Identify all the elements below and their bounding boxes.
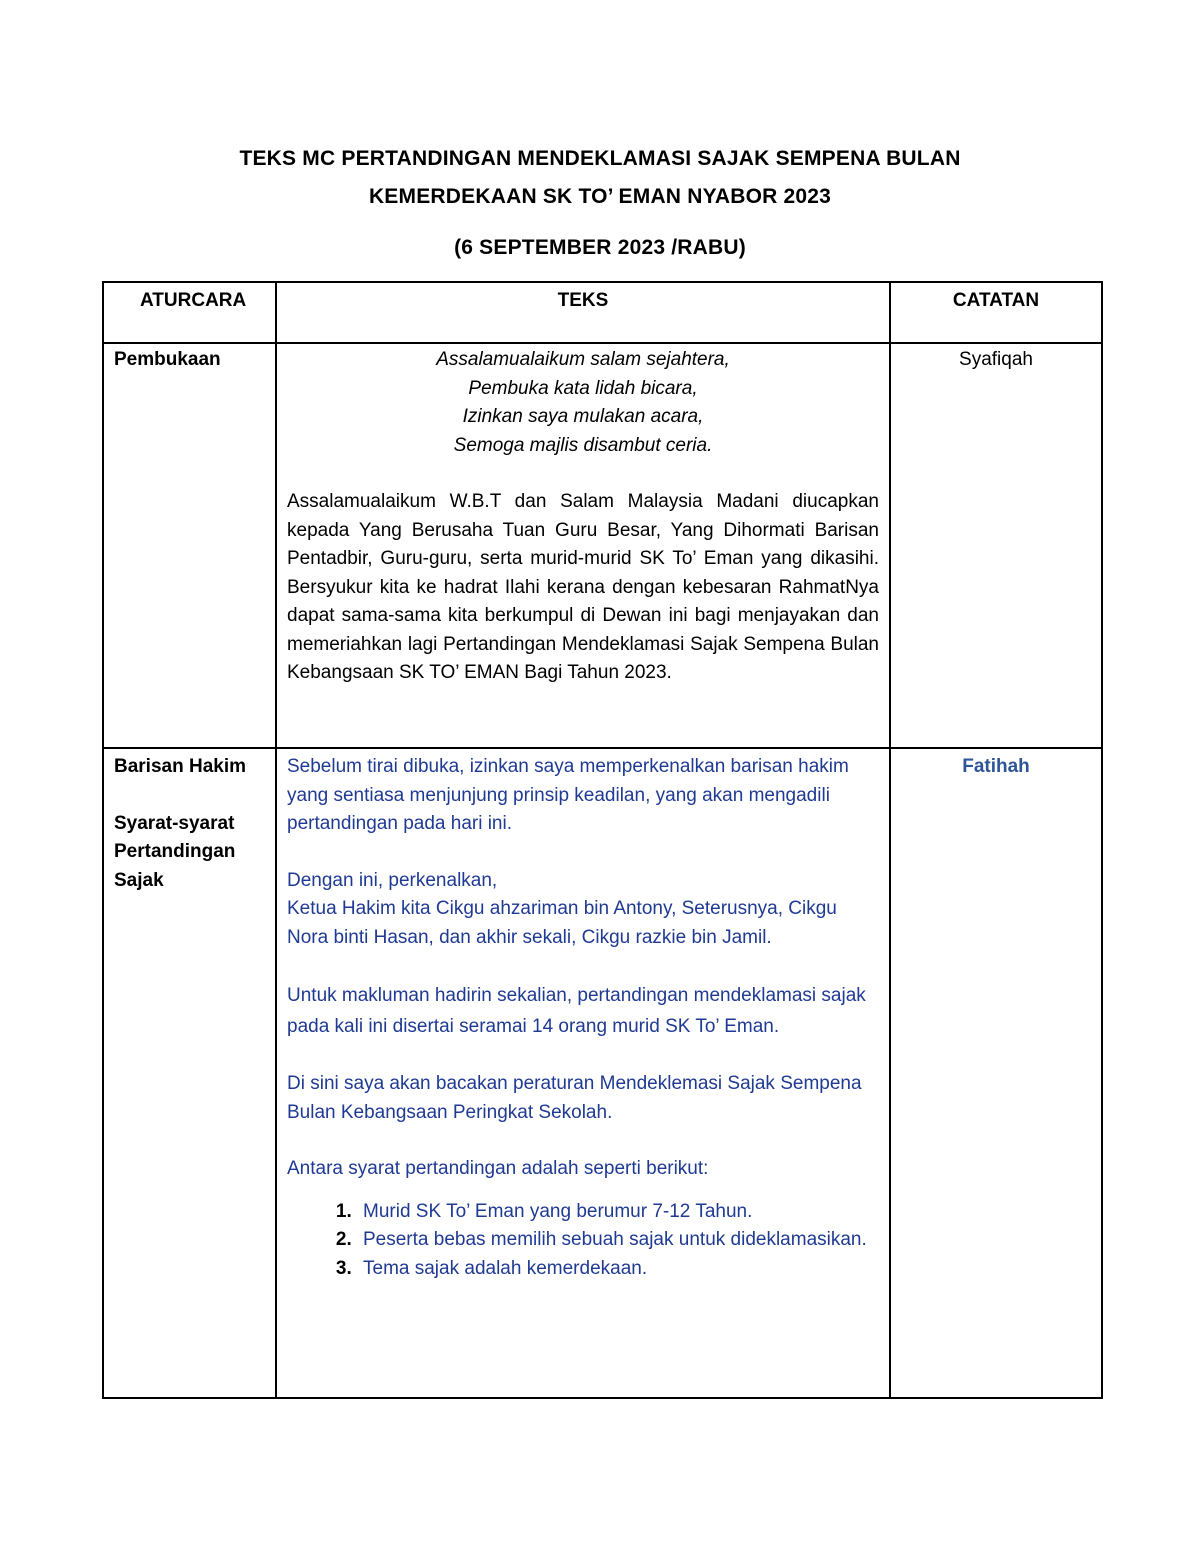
header-catatan: CATATAN <box>890 282 1102 343</box>
participants-info: Untuk makluman hadirin sekalian, pertandingan mendeklamasi sajak pada kali ini disertai seramai 14 orang murid SK To’ Eman. <box>287 985 866 1037</box>
header-teks: TEKS <box>276 282 890 343</box>
judges-intro-label: Dengan ini, perkenalkan, <box>287 869 498 891</box>
rules-intro: Di sini saya akan bacakan peraturan Mendeklemasi Sajak Sempena Bulan Kebangsaan Peringkat Sekolah. <box>287 1073 862 1123</box>
aturcara-barisan-hakim: Barisan Hakim <box>114 756 247 777</box>
rules-heading: Antara syarat pertandingan adalah seperti berikut: <box>287 1158 709 1179</box>
opening-paragraph: Assalamualaikum W.B.T dan Salam Malaysia Madani diucapkan kepada Yang Berusaha Tuan Guru Besar, Yang Dihormati Barisan Pentadbir, Guru-guru, serta murid-murid SK To’ Eman yang dikasihi. Bersyukur kita ke hadrat Ilahi kerana dengan kebesaran RahmatNya dapat sama-sama kita berkumpul di Dewan ini bagi menjayakan dan memeriahkan lagi Pertandingan Mendeklamasi Sajak Sempena Bulan Kebangsaan SK TO’ EMAN Bagi Tahun 2023. <box>287 491 879 683</box>
list-item: 3. Tema sajak adalah kemerdekaan. <box>357 1255 879 1284</box>
table-header-row <box>103 282 1102 343</box>
poem-line: Assalamualaikum salam sejahtera, <box>436 349 730 370</box>
poem-line: Pembuka kata lidah bicara, <box>468 377 698 399</box>
teks-pembukaan <box>276 343 890 748</box>
document-title-line1: TEKS MC PERTANDINGAN MENDEKLAMASI SAJAK SEMPENA BULAN <box>239 147 961 170</box>
table-row <box>103 748 1102 1398</box>
poem-line: Semoga majlis disambut ceria. <box>453 434 713 456</box>
catatan-syafiqah: Syafiqah <box>890 343 1102 748</box>
poem-line: Izinkan saya mulakan acara, <box>462 406 704 427</box>
rules-list <box>287 1198 879 1284</box>
judges-intro: Sebelum tirai dibuka, izinkan saya memperkenalkan barisan hakim yang sentiasa menjunjung prinsip keadilan, yang akan mengadili pertandingan pada hari ini. <box>287 756 849 834</box>
program-table <box>102 281 1103 1399</box>
catatan-fatihah: Fatihah <box>890 748 1102 1398</box>
judges-list: Ketua Hakim kita Cikgu ahzariman bin Antony, Seterusnya, Cikgu Nora binti Hasan, dan akhir sekali, Cikgu razkie bin Jamil. <box>287 898 837 948</box>
document-date: (6 SEPTEMBER 2023 /RABU) <box>454 236 746 259</box>
aturcara-pembukaan: Pembukaan <box>103 343 276 748</box>
aturcara-syarat: Syarat-syarat Pertandingan Sajak <box>114 812 236 891</box>
table-row <box>103 343 1102 748</box>
header-aturcara: ATURCARA <box>103 282 276 343</box>
list-item: 2. Peserta bebas memilih sebuah sajak untuk dideklamasikan. <box>357 1226 879 1255</box>
document-title-line2: KEMERDEKAAN SK TO’ EMAN NYABOR 2023 <box>368 185 832 208</box>
teks-hakim-syarat <box>276 748 890 1398</box>
list-item: 1. Murid SK To’ Eman yang berumur 7-12 Tahun. <box>357 1198 879 1227</box>
aturcara-hakim-syarat <box>103 748 276 1398</box>
opening-poem <box>287 346 879 460</box>
